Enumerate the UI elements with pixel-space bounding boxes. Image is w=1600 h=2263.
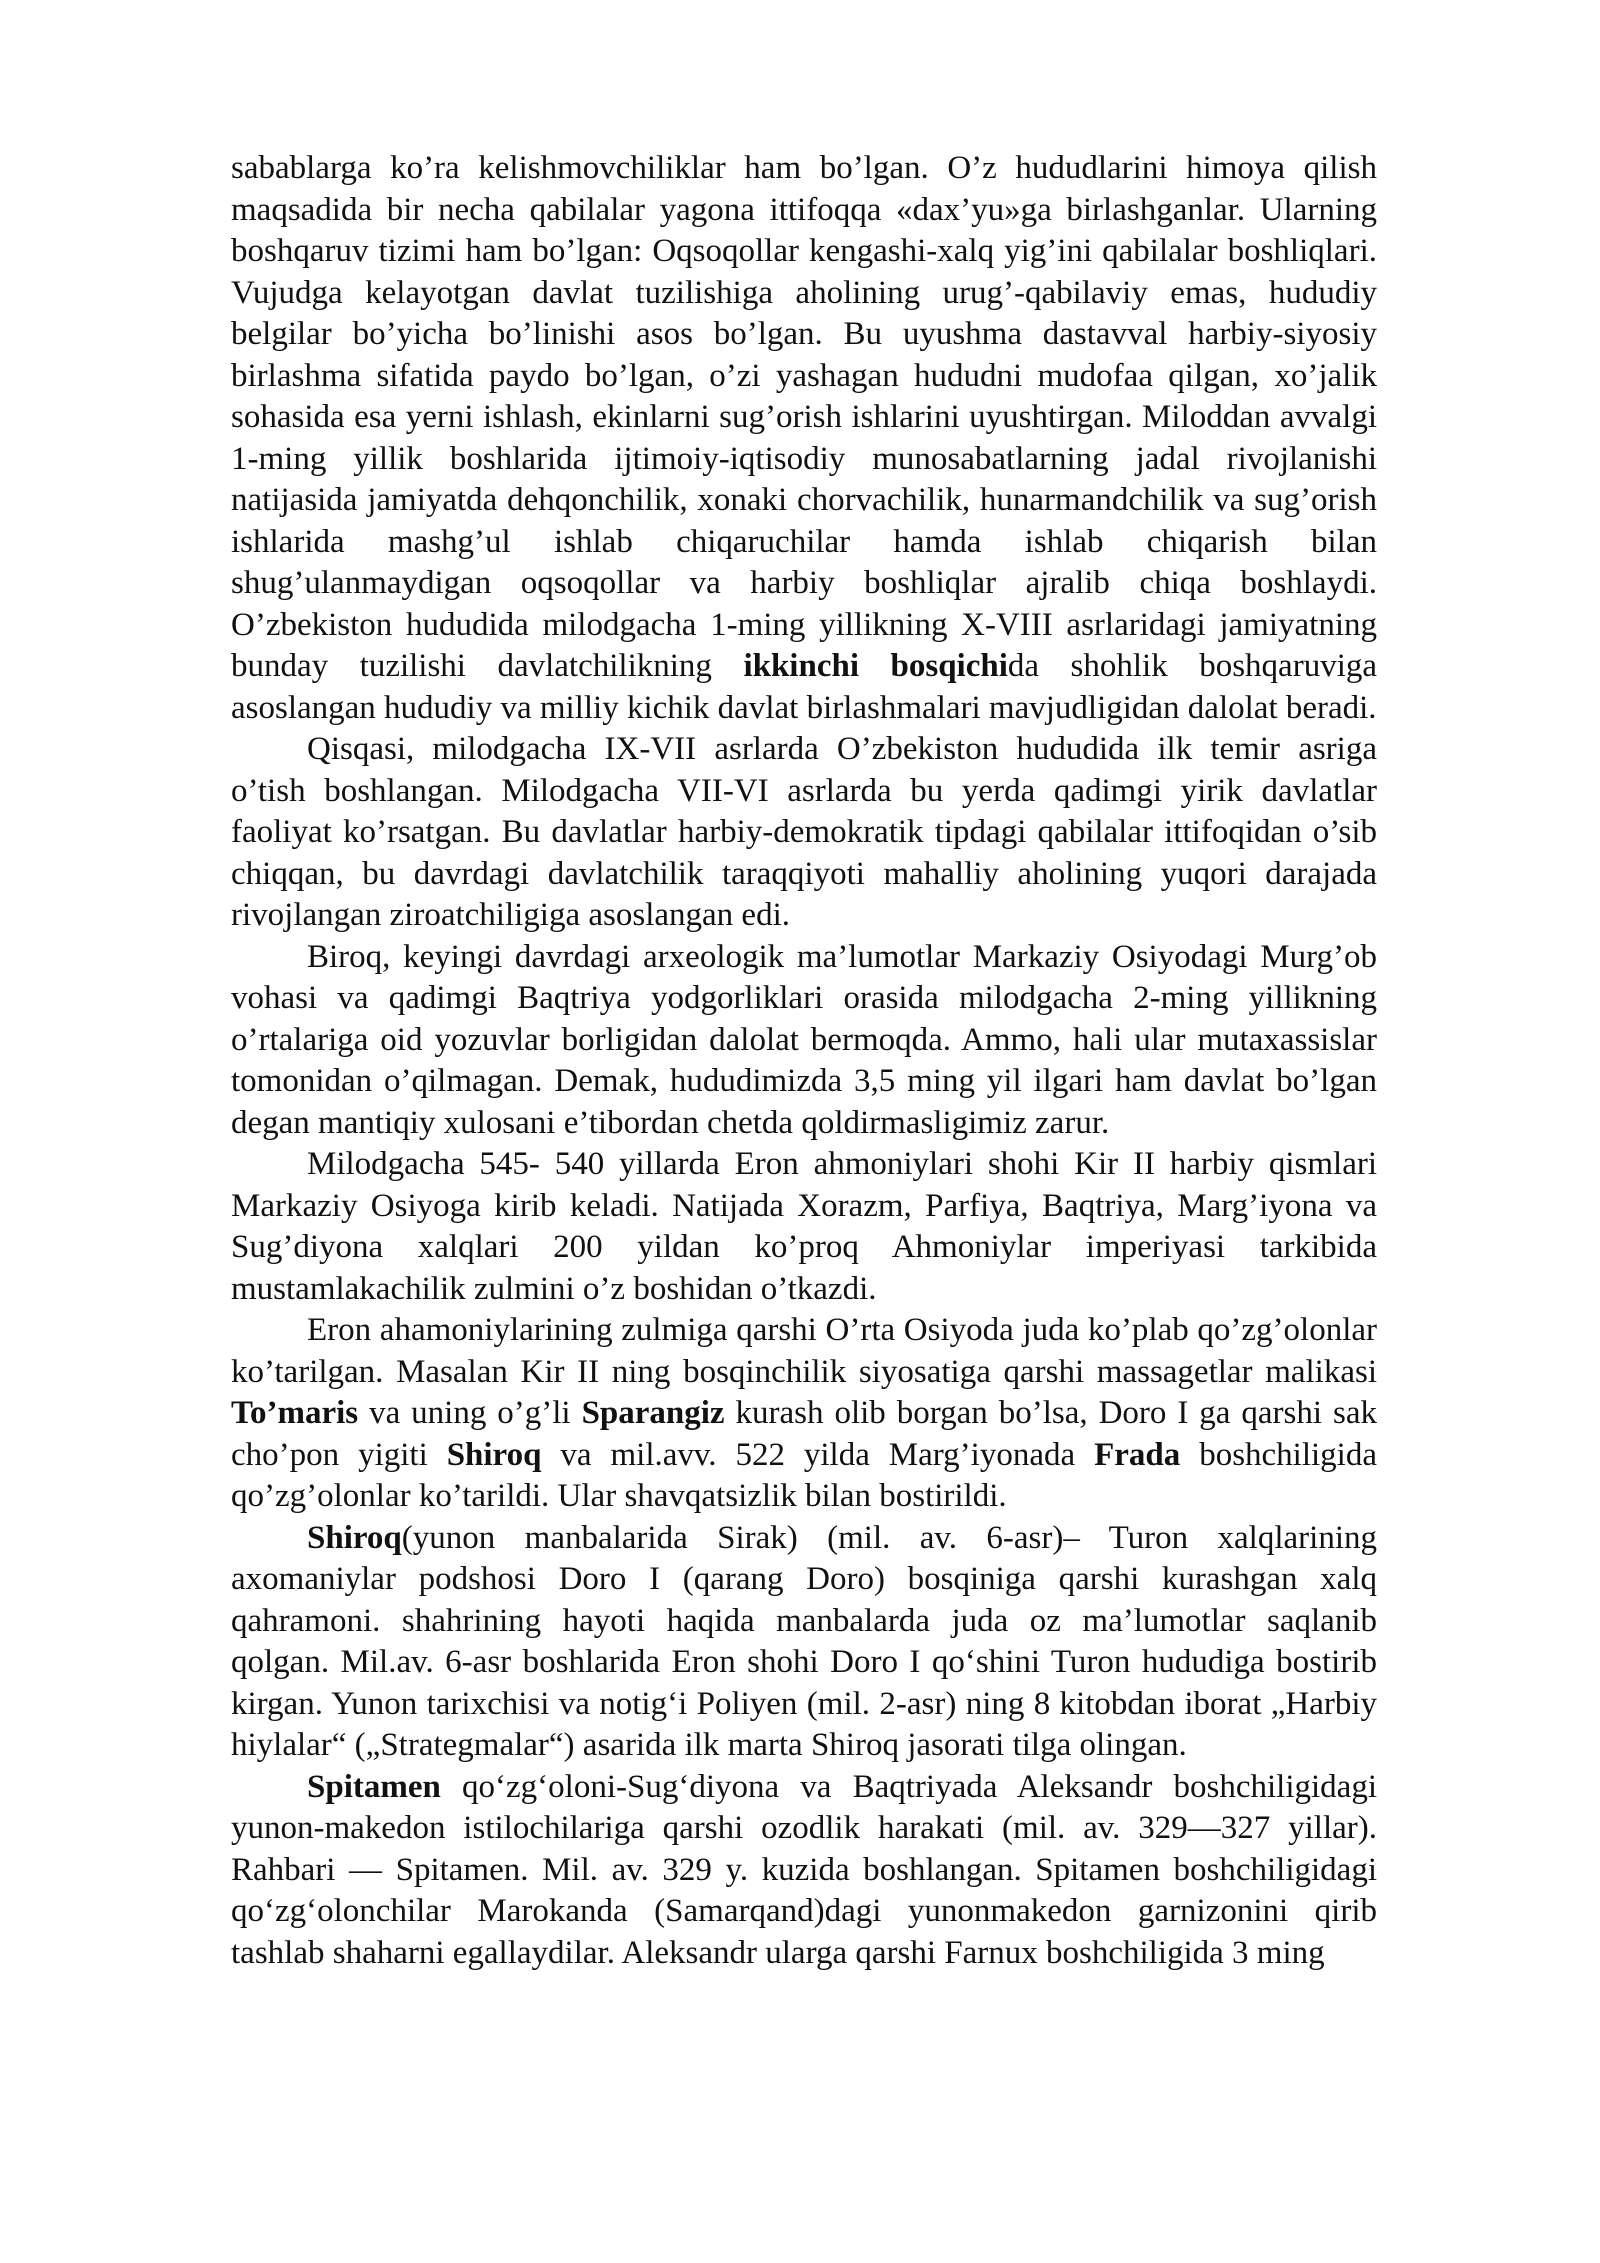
- bold-term: Shiroq: [307, 1519, 402, 1556]
- paragraph-3: [231, 937, 1377, 1145]
- paragraph-2: [231, 729, 1377, 937]
- paragraph-5: [231, 1310, 1377, 1518]
- text-run: da shohlik boshqaruviga asoslangan hududiy va milliy kichik davlat birlashmalari mavjudligidan dalolat beradi.: [231, 648, 1378, 726]
- text-run: kurash olib borgan bo’lsa, Doro I ga qarshi sak cho’pon yigiti: [231, 1395, 1377, 1473]
- bold-term: Frada: [1094, 1436, 1181, 1473]
- text-run: va uning o’g’li: [358, 1395, 582, 1431]
- text-run: Biroq, keyingi davrdagi arxeologik ma’lumotlar Markaziy Osiyodagi Murg’ob vohasi va qadimgi Baqtriya yodgorliklari orasida milodgacha 2-ming yillikning o’rtalariga oid yozuvlar borligidan dalolat bermoqda. Ammo, hali ular mutaxassislar tomonidan o’qilmagan. Demak, hududimizda 3,5 ming yil ilgari ham davlat bo’lgan degan mantiqiy xulosani e’tibordan chetda qoldirmasligimiz zarur.: [231, 938, 1377, 1141]
- paragraph-4: [231, 1144, 1377, 1310]
- text-run: Qisqasi, milodgacha IX-VII asrlarda O’zbekiston hududida ilk temir asriga o’tish boshlangan. Milodgacha VII-VI asrlarda bu yerda qadimgi yirik davlatlar faoliyat ko’rsatgan. Bu davlatlar harbiy-demokratik tipdagi qabilalar ittifoqidan o’sib chiqqan, bu davrdagi davlatchilik taraqqiyoti mahalliy aholining yuqori darajada rivojlangan ziroatchiligiga asoslangan edi.: [231, 731, 1377, 933]
- text-run: Milodgacha 545- 540 yillarda Eron ahmoniylari shohi Kir II harbiy qismlari Markaziy Osiyoga kirib keladi. Natijada Xorazm, Parfiya, Baqtriya, Marg’iyona va Sug’diyona xalqlari 200 yildan ko’proq Ahmoniylar imperiyasi tarkibida mustamlakachilik zulmini o’z boshidan o’tkazdi.: [231, 1146, 1377, 1307]
- bold-term: Spitamen: [307, 1768, 441, 1805]
- paragraph-7: [231, 1767, 1377, 1975]
- bold-term: To’maris: [231, 1395, 359, 1431]
- text-run: (yunon manbalarida Sirak) (mil. av. 6-asr)– Turon xalqlarining axomaniylar podshosi Doro I (qarang Doro) bosqiniga qarshi kurashgan xalq qahramoni. shahrining hayoti haqida manbalarda juda oz ma’lumotlar saqlanib qolgan. Mil.av. 6-asr boshlarida Eron shohi Doro I qo‘shini Turon hududiga bostirib kirgan. Yunon tarixchisi va notig‘i Poliyen (mil. 2-asr) ning 8 kitobdan iborat „Harbiy hiylalar“ („Strategmalar“) asarida ilk marta Shiroq jasorati tilga olingan.: [231, 1519, 1377, 1763]
- text-run: sabablarga ko’ra kelishmovchiliklar ham bo’lgan. O’z hududlarini himoya qilish maqsadida bir necha qabilalar yagona ittifoqqa «dax’yu»ga birlashganlar. Ularning boshqaruv tizimi ham bo’lgan: Oqsoqollar kengashi-xalq yig’ini qabilalar boshliqlari. Vujudga kelayotgan davlat tuzilishiga aholining urug’-qabilaviy emas, hududiy belgilar bo’yicha bo’linishi asos bo’lgan. Bu uyushma dastavval harbiy-siyosiy birlashma sifatida paydo bo’lgan, o’zi yashagan hududni mudofaa qilgan, xo’jalik sohasida esa yerni ishlash, ekinlarni sug’orish ishlarini uyushtirgan. Miloddan avvalgi 1-ming yillik boshlarida ijtimoiy-iqtisodiy munosabatlarning jadal rivojlanishi natijasida jamiyatda dehqonchilik, xonaki chorvachilik, hunarmandchilik va sug’orish ishlarida mashg’ul ishlab chiqaruchilar hamda ishlab chiqarish bilan shug’ulanmaydigan oqsoqollar va harbiy boshliqlar ajralib chiqa boshlaydi. O’zbekiston hududida milodgacha 1-ming yillikning X-VIII asrlaridagi jamiyatning bunday tuzilishi davlatchilikning: [231, 150, 1377, 684]
- text-run: boshchiligida qo’zg’olonlar ko’tarildi. Ular shavqatsizlik bilan bostirildi.: [231, 1436, 1377, 1514]
- document-page: [231, 148, 1377, 1974]
- text-run: qo‘zg‘oloni-Sug‘diyona va Baqtriyada Aleksandr boshchiligidagi yunon-makedon istilochilariga qarshi ozodlik harakati (mil. av. 329—327 yillar). Rahbari — Spitamen. Mil. av. 329 y. kuzida boshlangan. Spitamen boshchiligidagi qo‘zg‘olonchilar Marokanda (Samarqand)dagi yunonmakedon garnizonini qirib tashlab shaharni egallaydilar. Aleksandr ularga qarshi Farnux boshchiligida 3 ming: [231, 1768, 1377, 1971]
- bold-term: Sparangiz: [581, 1395, 725, 1431]
- text-run: va mil.avv. 522 yilda Marg’iyonada: [541, 1436, 1095, 1473]
- bold-term: ikkinchi bosqichi: [743, 648, 1008, 684]
- bold-term: Shiroq: [446, 1436, 542, 1473]
- paragraph-6: [231, 1518, 1377, 1767]
- text-run: Eron ahamoniylarining zulmiga qarshi O’rta Osiyoda juda ko’plab qo’zg’olonlar ko’tarilgan. Masalan Kir II ning bosqinchilik siyosatiga qarshi massagetlar malikasi: [231, 1312, 1377, 1390]
- paragraph-1: [231, 148, 1377, 729]
